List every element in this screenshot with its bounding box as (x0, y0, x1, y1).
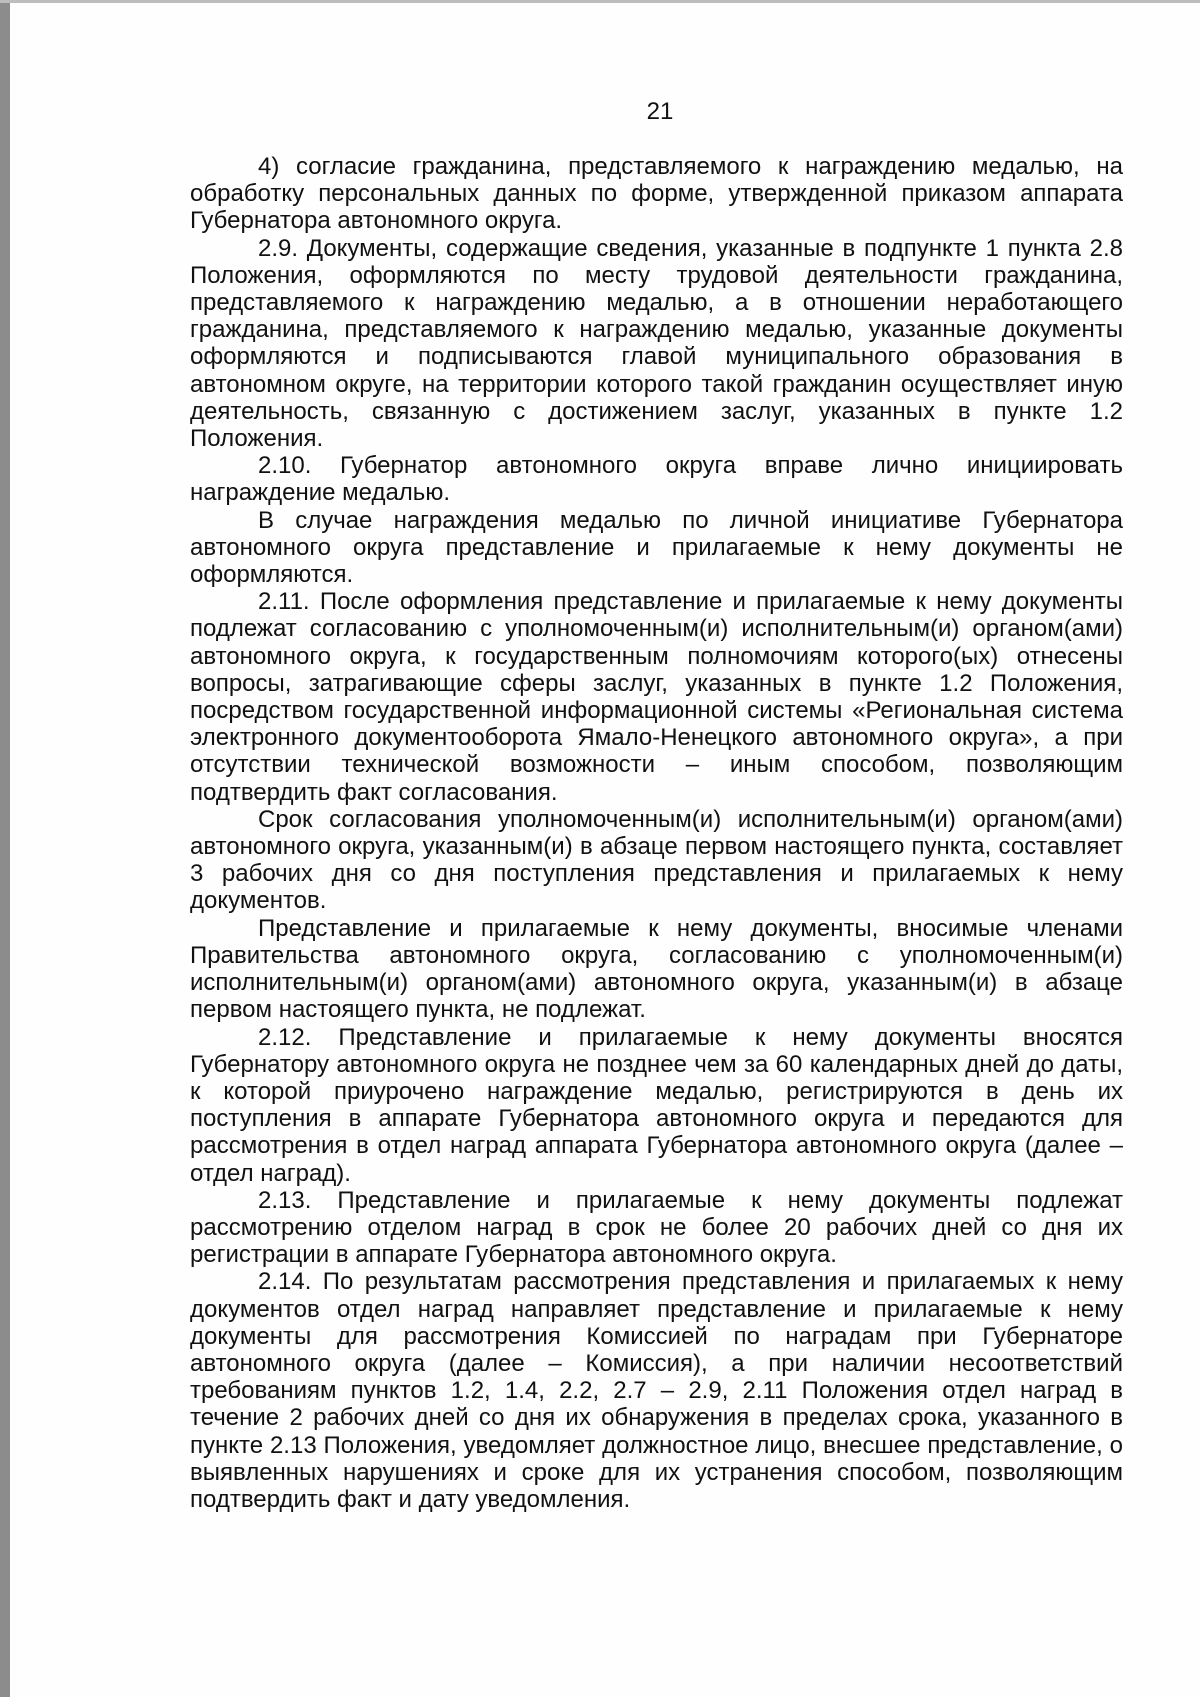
paragraph-2-14: 2.14. По результатам рассмотрения представления и прилагаемых к нему документов отдел наград направляет представление и прилагаемые к нему документы для рассмотрения Комиссией по наградам при Губернаторе автономного округа (далее – Комиссия), а при наличии несоответствий требованиям пунктов 1.2, 1.4, 2.2, 2.7 – 2.9, 2.11 Положения отдел наград в течение 2 рабочих дней со дня их обнаружения в пределах срока, указанного в пункте 2.13 Положения, уведомляет должностное лицо, внесшее представление, о выявленных нарушениях и сроке для их устранения способом, позволяющим подтвердить факт и дату уведомления. (190, 1268, 1123, 1513)
paragraph-consent: 4) согласие гражданина, представляемого к награждению медалью, на обработку персональных данных по форме, утвержденной приказом аппарата Губернатора автономного округа. (190, 153, 1123, 235)
scan-edge-top (0, 0, 1200, 3)
paragraph-2-11-term: Срок согласования уполномоченным(и) исполнительным(и) органом(ами) автономного округа, указанным(и) в абзаце первом настоящего пункта, составляет 3 рабочих дня со дня поступления представления и прилагаемых к нему документов. (190, 805, 1123, 915)
page-number: 21 (646, 98, 674, 125)
paragraph-2-9: 2.9. Документы, содержащие сведения, указанные в подпункте 1 пункта 2.8 Положения, оформляются по месту трудовой деятельности гражданина, представляемого к награждению медалью, а в отношении неработающего гражданина, представляемого к награждению медалью, указанные документы оформляются и подписываются главой муниципального образования в автономном округе, на территории которого такой гражданин осуществляет иную деятельность, связанную с достижением заслуг, указанных в пункте 1.2 Положения. (190, 234, 1123, 453)
scan-edge-left (0, 0, 10, 1697)
document-body (190, 153, 1123, 1513)
paragraph-2-11: 2.11. После оформления представление и прилагаемые к нему документы подлежат согласованию с уполномоченным(и) исполнительным(и) органом(ами) автономного округа, к государственным полномочиям которого(ых) отнесены вопросы, затрагивающие сферы заслуг, указанных в пункте 1.2 Положения, посредством государственной информационной системы «Региональная система электронного документооборота Ямало-Ненецкого автономного округа», а при отсутствии технической возможности – иным способом, позволяющим подтвердить факт согласования. (190, 588, 1123, 806)
paragraph-2-10: 2.10. Губернатор автономного округа вправе лично инициировать награждение медалью. (190, 452, 1123, 507)
paragraph-2-11-government: Представление и прилагаемые к нему документы, вносимые членами Правительства автономного округа, согласованию с уполномоченным(и) исполнительным(и) органом(ами) автономного округа, указанным(и) в абзаце первом настоящего пункта, не подлежат. (190, 914, 1123, 1024)
paragraph-2-10-initiative: В случае награждения медалью по личной инициативе Губернатора автономного округа представление и прилагаемые к нему документы не оформляются. (190, 506, 1123, 589)
paragraph-2-13: 2.13. Представление и прилагаемые к нему документы подлежат рассмотрению отделом наград в срок не более 20 рабочих дней со дня их регистрации в аппарате Губернатора автономного округа. (190, 1186, 1123, 1269)
paragraph-2-12: 2.12. Представление и прилагаемые к нему документы вносятся Губернатору автономного округа не позднее чем за 60 календарных дней до даты, к которой приурочено награждение медалью, регистрируются в день их поступления в аппарате Губернатора автономного округа и передаются для рассмотрения в отдел наград аппарата Губернатора автономного округа (далее – отдел наград). (190, 1023, 1123, 1187)
